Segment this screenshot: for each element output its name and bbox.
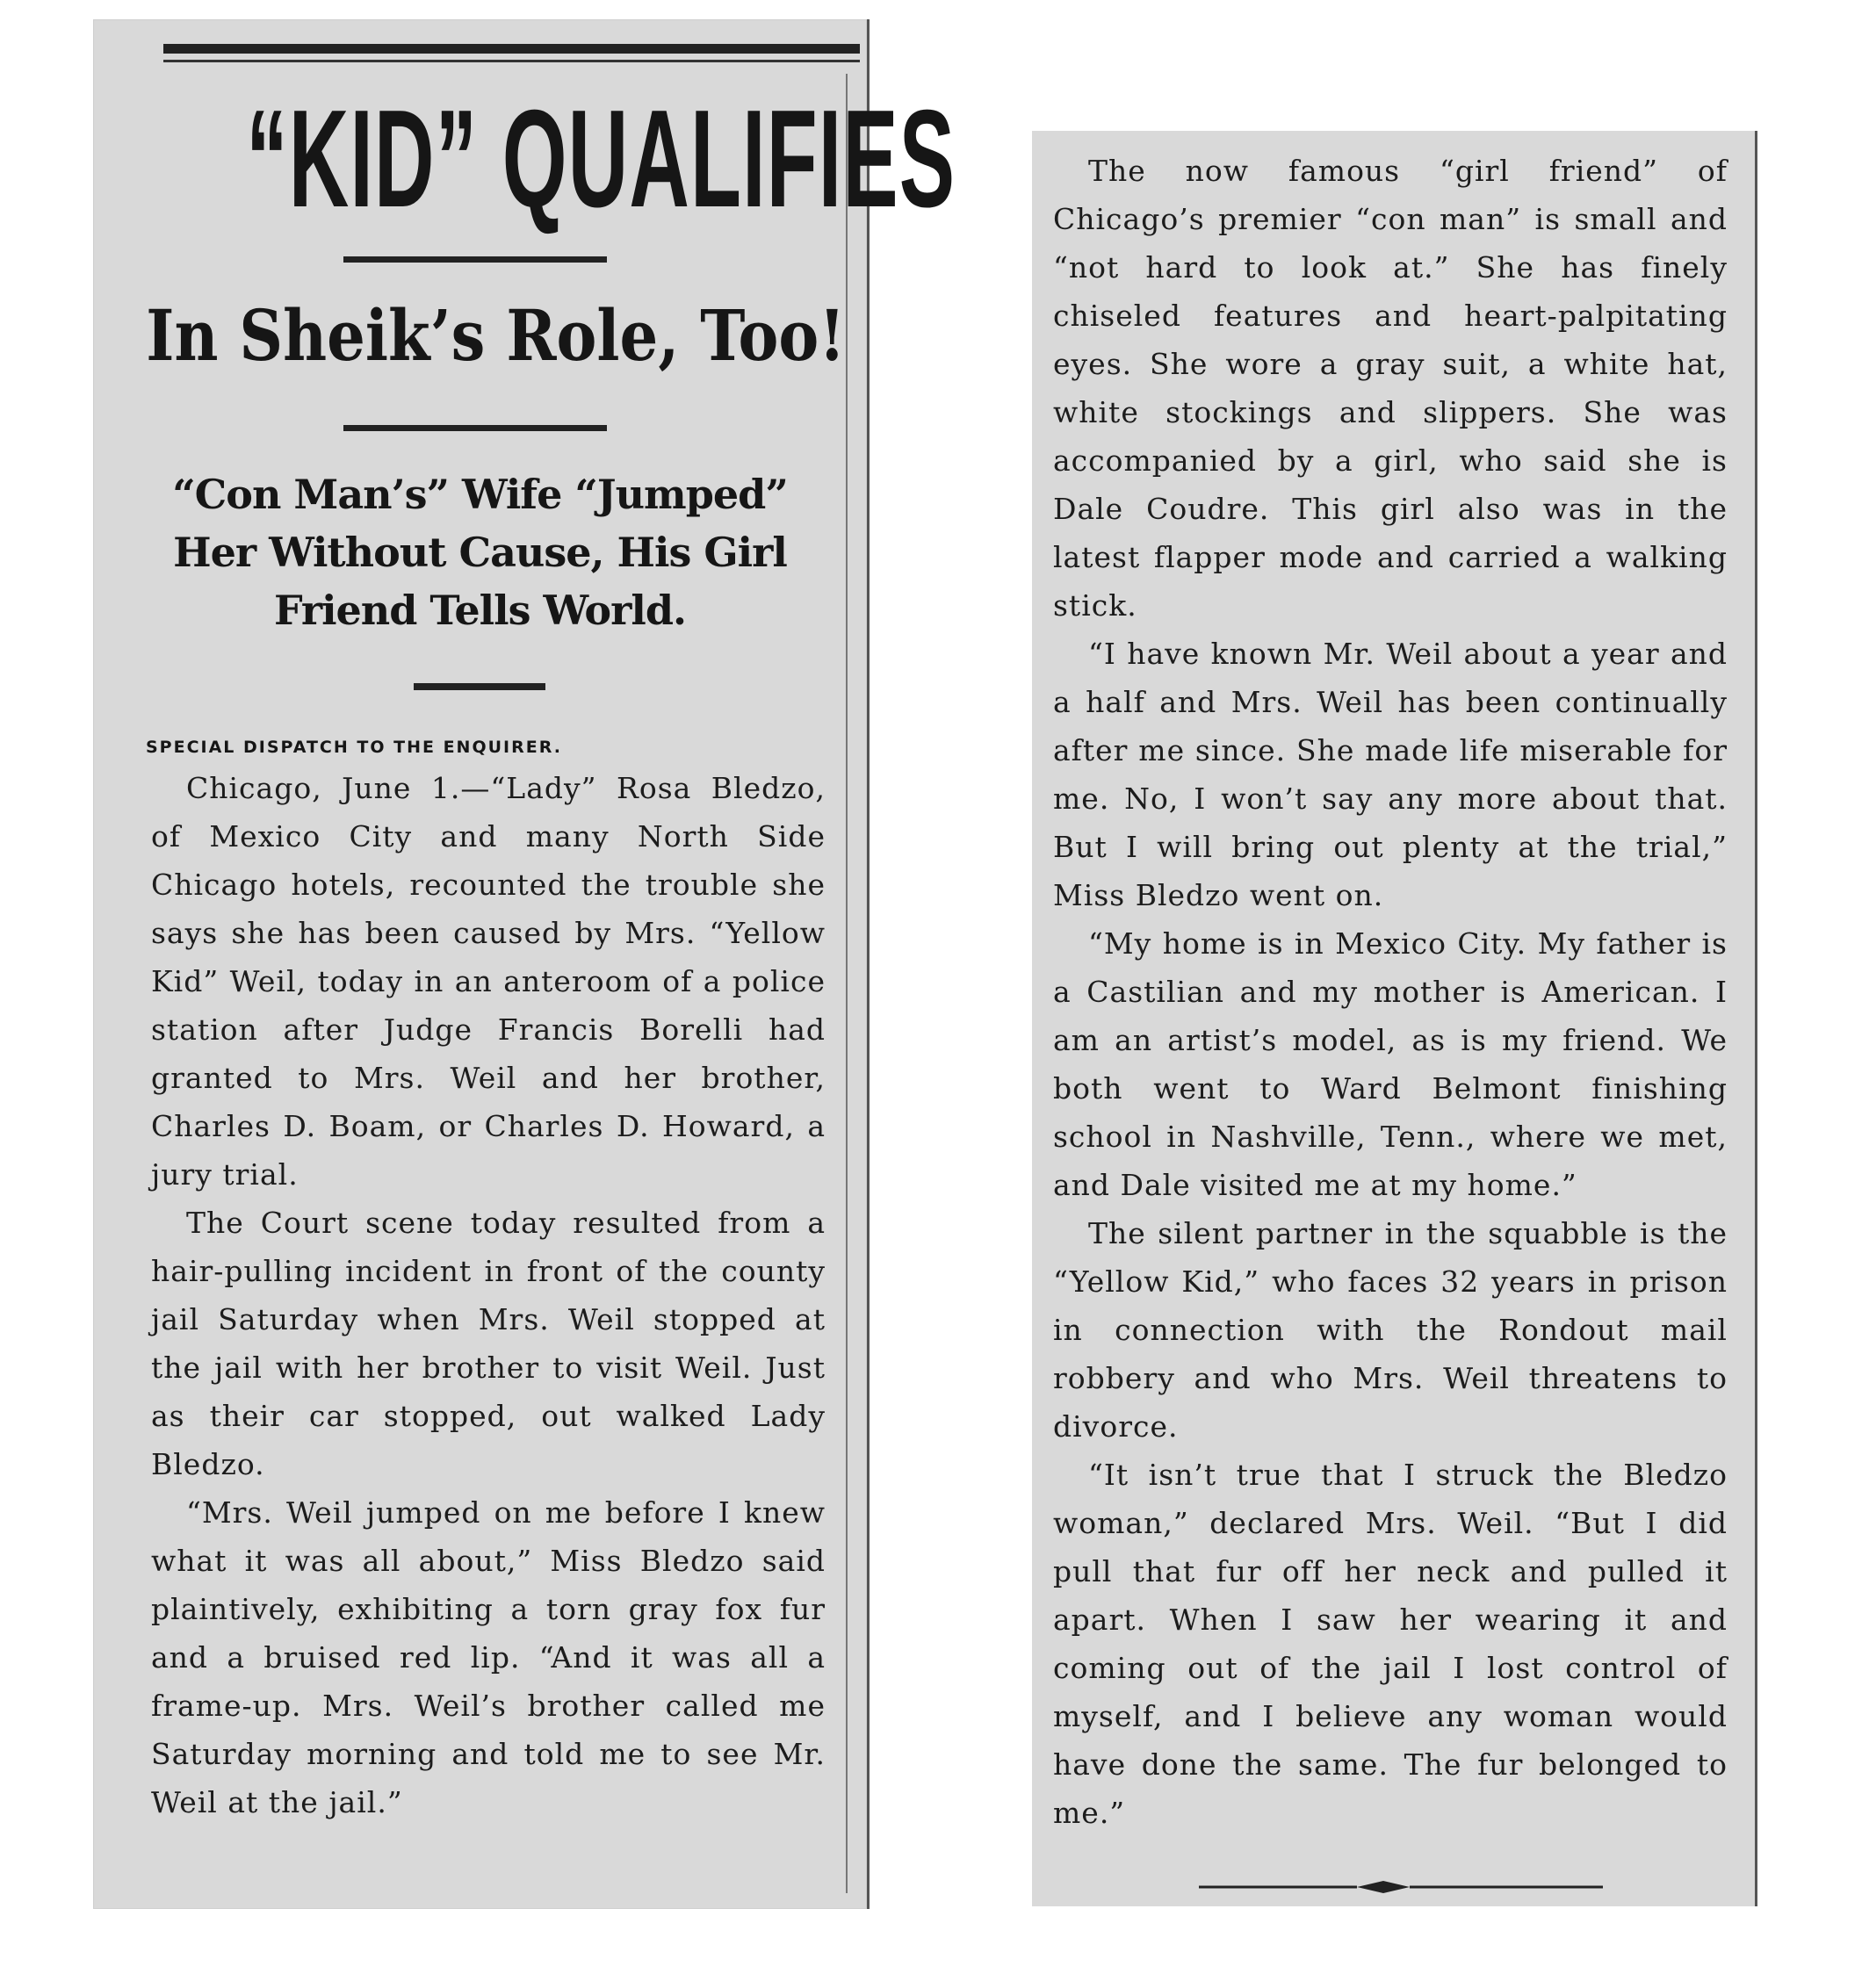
end-ornament [1199,1878,1603,1896]
headline-rule [343,256,607,263]
paragraph: The silent partner in the squabble is the “Yellow Kid,” who faces 32 years in prison in connection with the Rondout mail robbery and who Mrs. Weil threatens to divorce. [1053,1216,1728,1444]
paragraph: Chicago, June 1.—“Lady” Rosa Bledzo, of Mexico City and many North Side Chicago hotels, recounted the trouble she says she has been caused by Mrs. “Yellow Kid” Weil, today in an anteroom of a police station after Judge Francis Borelli had granted to Mrs. Weil and her brother, Charles D. Boam, or Charles D. Howard, a jury trial. [151,771,826,1192]
paragraph: “I have known Mr. Weil about a year and a half and Mrs. Weil has been continually after me since. She made life miserable for me. No, I won’t say any more about that. But I will bring out plenty at the trial,” Miss Bledzo went on. [1053,637,1728,912]
right-body-text [1053,147,1728,1837]
top-thin-rule [163,60,860,62]
headline: “KID” QUALIFIES [246,82,956,236]
deck-rule [414,683,545,690]
subhead: In Sheik’s Role, Too! [146,294,846,377]
subhead-rule [343,425,607,431]
paragraph: The Court scene today resulted from a hair-pulling incident in front of the county jail Saturday when Mrs. Weil stopped at the jail with her brother to visit Weil. Just as their car stopped, out walked Lady Bledzo. [151,1206,826,1481]
dateline: SPECIAL DISPATCH TO THE ENQUIRER. [146,738,562,757]
paragraph: “Mrs. Weil jumped on me before I knew what it was all about,” Miss Bledzo said plaintively, exhibiting a torn gray fox fur and a bruised red lip. “And it was all a frame-up. Mrs. Weil’s brother called me Saturday morning and told me to see Mr. Weil at the jail.” [151,1495,826,1819]
right-clipping [1032,131,1757,1906]
paragraph: The now famous “girl friend” of Chicago’s premier “con man” is small and “not hard to look at.” She has finely chiseled features and heart-palpitating eyes. She wore a gray suit, a white hat, white stockings and slippers. She was accompanied by a girl, who said she is Dale Coudre. This girl also was in the latest flapper mode and carried a walking stick. [1053,154,1728,623]
paragraph: “It isn’t true that I struck the Bledzo woman,” declared Mrs. Weil. “But I did pull that fur off her neck and pulled it apart. When I saw her wearing it and coming out of the jail I lost control of myself, and I believe any woman would have done the same. The fur belonged to me.” [1053,1458,1728,1830]
deck: “Con Man’s” Wife “Jumped” Her Without Cause, His Girl Friend Tells World. [172,471,788,634]
column-rule [846,74,848,1893]
left-clipping [93,19,956,1909]
left-body-text [151,764,826,1826]
top-heavy-rule [163,44,860,54]
paragraph: “My home is in Mexico City. My father is a Castilian and my mother is American. I am an artist’s model, as is my friend. We both went to Ward Belmont finishing school in Nashville, Tenn., where we met, and Dale visited me at my home.” [1053,926,1728,1202]
